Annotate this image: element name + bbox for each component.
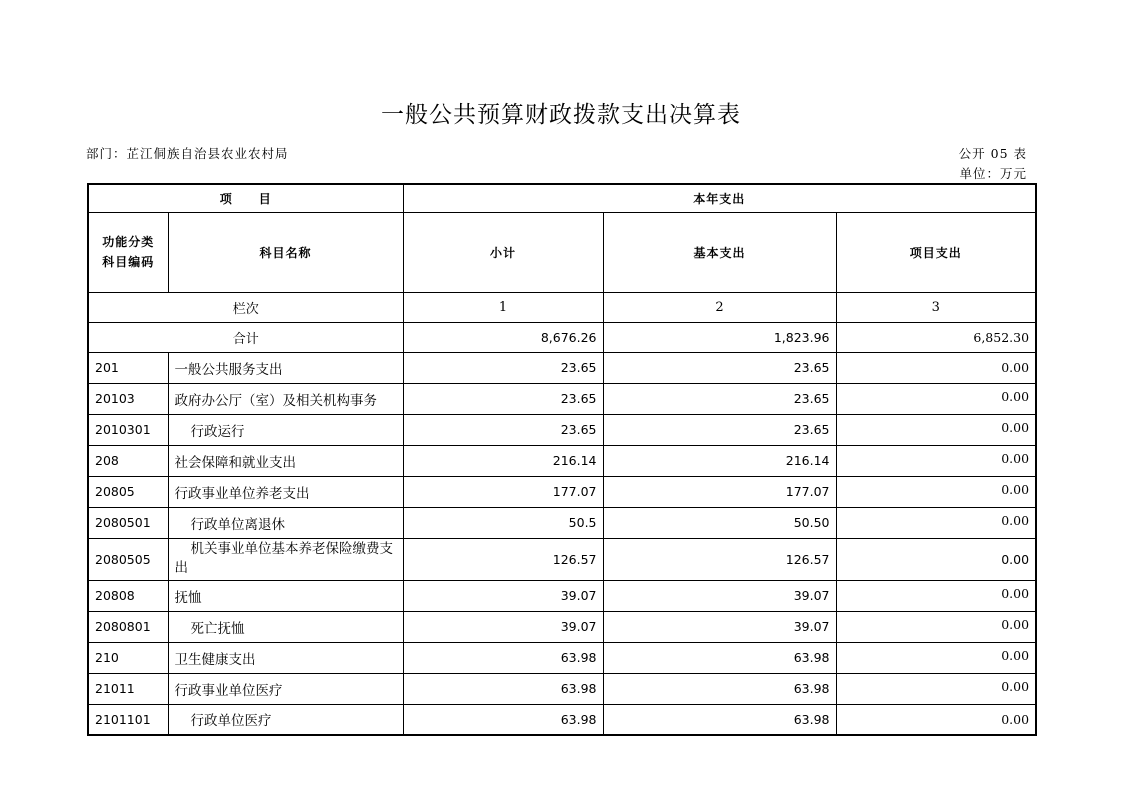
table-row	[88, 642, 1036, 673]
row-project: 0.00	[836, 352, 1036, 383]
row-subtotal: 50.5	[403, 507, 603, 538]
row-subtotal: 63.98	[403, 642, 603, 673]
row-code: 20103	[88, 383, 168, 414]
row-name: 行政单位离退休	[168, 507, 403, 538]
row-basic: 63.98	[603, 704, 836, 735]
row-code: 201	[88, 352, 168, 383]
header-subtotal: 小计	[403, 212, 603, 292]
table-row	[88, 383, 1036, 414]
row-project: 0.00	[836, 580, 1036, 611]
row-subtotal: 23.65	[403, 352, 603, 383]
column-index-1: 1	[403, 292, 603, 322]
row-basic: 23.65	[603, 352, 836, 383]
row-project: 0.00	[836, 383, 1036, 414]
row-code: 208	[88, 445, 168, 476]
form-code: 公开 05 表	[958, 146, 1027, 161]
row-project: 0.00	[836, 704, 1036, 735]
row-project: 0.00	[836, 673, 1036, 704]
row-name: 社会保障和就业支出	[168, 445, 403, 476]
row-basic: 63.98	[603, 642, 836, 673]
row-name: 一般公共服务支出	[168, 352, 403, 383]
row-name: 行政事业单位养老支出	[168, 476, 403, 507]
header-project: 项目支出	[836, 212, 1036, 292]
row-basic: 39.07	[603, 611, 836, 642]
row-project: 0.00	[836, 611, 1036, 642]
table-row	[88, 673, 1036, 704]
row-code: 20805	[88, 476, 168, 507]
total-basic: 1,823.96	[603, 322, 836, 352]
row-code: 2101101	[88, 704, 168, 735]
expenditure-table	[87, 183, 1037, 736]
row-code: 2010301	[88, 414, 168, 445]
row-basic: 50.50	[603, 507, 836, 538]
row-name: 机关事业单位基本养老保险缴费支出	[168, 538, 403, 580]
table-row	[88, 476, 1036, 507]
table-row	[88, 580, 1036, 611]
row-basic: 39.07	[603, 580, 836, 611]
table-row	[88, 507, 1036, 538]
header-func-code: 功能分类科目编码	[88, 212, 168, 292]
row-basic: 23.65	[603, 383, 836, 414]
row-name: 死亡抚恤	[168, 611, 403, 642]
row-code: 20808	[88, 580, 168, 611]
row-name: 行政单位医疗	[168, 704, 403, 735]
unit-label: 单位：万元	[959, 166, 1027, 181]
row-name: 卫生健康支出	[168, 642, 403, 673]
row-project: 0.00	[836, 642, 1036, 673]
department-label: 部门：芷江侗族自治县农业农村局	[86, 146, 289, 161]
table-row	[88, 414, 1036, 445]
row-subtotal: 216.14	[403, 445, 603, 476]
row-name: 政府办公厅（室）及相关机构事务	[168, 383, 403, 414]
row-name: 抚恤	[168, 580, 403, 611]
row-subtotal: 63.98	[403, 673, 603, 704]
table-row	[88, 611, 1036, 642]
column-index-label: 栏次	[88, 292, 403, 322]
header-basic: 基本支出	[603, 212, 836, 292]
row-subtotal: 39.07	[403, 580, 603, 611]
total-row	[88, 322, 1036, 352]
column-index-3: 3	[836, 292, 1036, 322]
row-subtotal: 23.65	[403, 383, 603, 414]
row-project: 0.00	[836, 445, 1036, 476]
table-row	[88, 352, 1036, 383]
total-label: 合计	[88, 322, 403, 352]
row-name: 行政事业单位医疗	[168, 673, 403, 704]
row-subtotal: 63.98	[403, 704, 603, 735]
row-basic: 216.14	[603, 445, 836, 476]
table-row	[88, 445, 1036, 476]
row-project: 0.00	[836, 414, 1036, 445]
row-name: 行政运行	[168, 414, 403, 445]
row-project: 0.00	[836, 476, 1036, 507]
row-code: 2080501	[88, 507, 168, 538]
table-row	[88, 704, 1036, 735]
table-row	[88, 538, 1036, 580]
header-current-year: 本年支出	[403, 184, 1036, 212]
row-code: 21011	[88, 673, 168, 704]
row-code: 2080801	[88, 611, 168, 642]
total-subtotal: 8,676.26	[403, 322, 603, 352]
column-index-2: 2	[603, 292, 836, 322]
row-subtotal: 39.07	[403, 611, 603, 642]
header-subject-name: 科目名称	[168, 212, 403, 292]
header-item: 项 目	[88, 184, 403, 212]
row-subtotal: 177.07	[403, 476, 603, 507]
row-basic: 23.65	[603, 414, 836, 445]
row-subtotal: 23.65	[403, 414, 603, 445]
page-title: 一般公共预算财政拨款支出决算表	[381, 102, 741, 128]
row-project: 0.00	[836, 538, 1036, 580]
total-project: 6,852.30	[836, 322, 1036, 352]
row-project: 0.00	[836, 507, 1036, 538]
row-basic: 126.57	[603, 538, 836, 580]
row-code: 2080505	[88, 538, 168, 580]
row-code: 210	[88, 642, 168, 673]
row-basic: 63.98	[603, 673, 836, 704]
row-subtotal: 126.57	[403, 538, 603, 580]
row-basic: 177.07	[603, 476, 836, 507]
